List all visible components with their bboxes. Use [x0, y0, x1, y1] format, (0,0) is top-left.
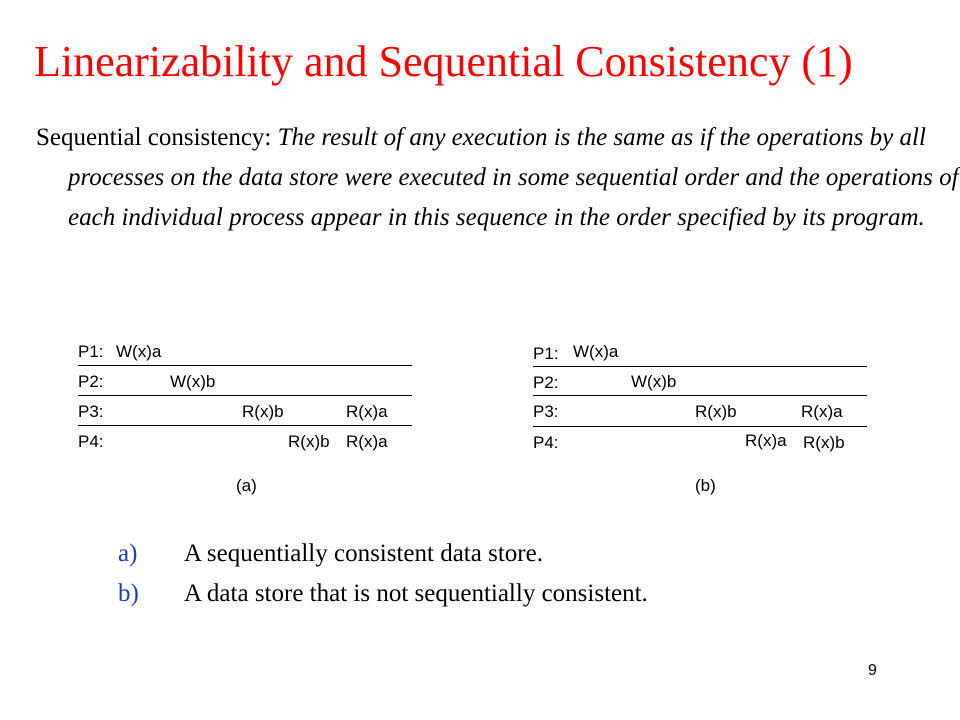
- process-label-p4: P4:: [78, 432, 104, 451]
- timeline-rule: [78, 395, 412, 396]
- diagram-caption: (b): [695, 476, 716, 495]
- operation: W(x)b: [631, 372, 677, 391]
- page-number: 9: [868, 662, 877, 679]
- list-item-text: A data store that is not sequentially consistent.: [184, 580, 648, 607]
- operation: W(x)a: [116, 342, 162, 361]
- timeline-rule: [78, 425, 412, 426]
- diagram-caption: (a): [236, 476, 257, 495]
- list-marker: b): [118, 580, 139, 607]
- definition-paragraph: [36, 118, 960, 238]
- diagram-a: [78, 335, 418, 505]
- process-label-p1: P1:: [78, 342, 104, 361]
- operation: R(x)a: [346, 432, 388, 451]
- timeline-rule: [533, 395, 867, 396]
- list-item-text: A sequentially consistent data store.: [184, 540, 543, 567]
- process-label-p4: P4:: [533, 433, 559, 452]
- process-label-p3: P3:: [533, 402, 559, 421]
- definition-term: Sequential consistency:: [36, 124, 272, 151]
- timeline-rule: [78, 365, 412, 366]
- process-label-p3: P3:: [78, 402, 104, 421]
- operation: R(x)a: [801, 402, 843, 421]
- operation: R(x)b: [803, 433, 845, 452]
- list-item: [118, 534, 648, 574]
- process-label-p2: P2:: [533, 373, 559, 392]
- operation: R(x)a: [346, 402, 388, 421]
- process-label-p1: P1:: [533, 344, 559, 363]
- caption-list: [118, 534, 648, 614]
- timeline-rule: [533, 426, 867, 427]
- operation: W(x)a: [573, 342, 619, 361]
- process-label-p2: P2:: [78, 372, 104, 391]
- operation: R(x)a: [745, 431, 787, 450]
- operation: R(x)b: [695, 402, 737, 421]
- operation: W(x)b: [170, 372, 216, 391]
- slide-title: Linearizability and Sequential Consistency (1): [34, 37, 853, 86]
- list-item: [118, 574, 648, 614]
- diagram-b: [533, 335, 873, 505]
- operation: R(x)b: [242, 402, 284, 421]
- operation: R(x)b: [288, 432, 330, 451]
- timeline-rule: [533, 366, 867, 367]
- definition-text: The result of any execution is the same as if the operations by all processes on the data store were executed in some sequential order and the operations of each individual process appear in this sequence in the order specified by its program.: [68, 124, 959, 231]
- list-marker: a): [118, 540, 138, 567]
